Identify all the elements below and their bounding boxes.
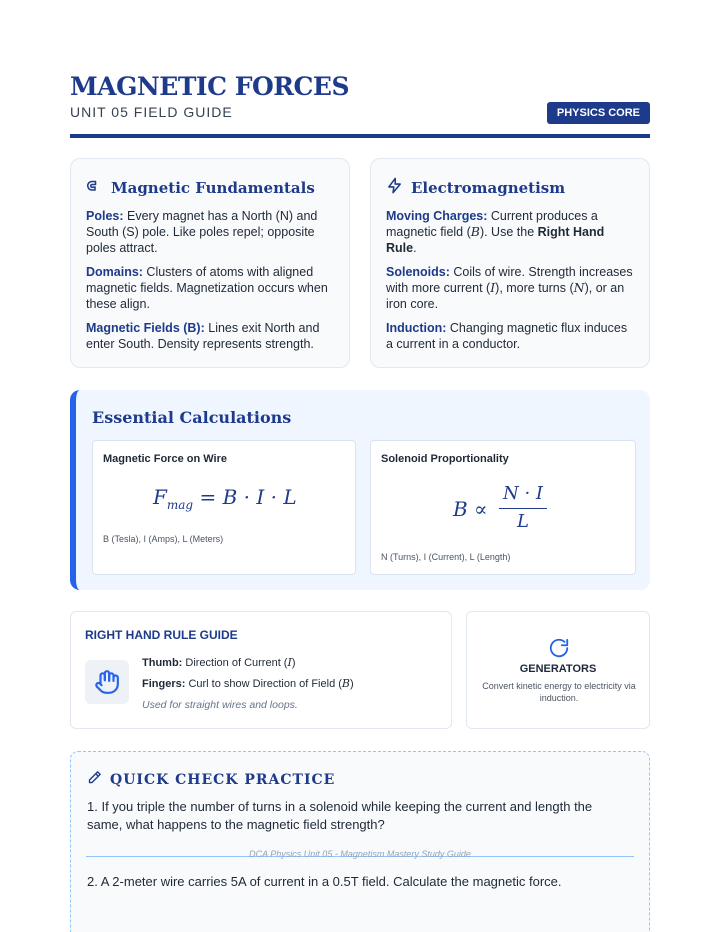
fields-text: Magnetic Fields (B): Lines exit North and enter South. Density represents strength. — [86, 321, 320, 351]
generators-card — [466, 611, 650, 729]
pencil-icon — [87, 770, 102, 789]
page-title: MAGNETIC FORCES — [70, 72, 350, 101]
force-units-note: B (Tesla), I (Amps), L (Meters) — [103, 534, 224, 544]
generators-desc: Convert kinetic energy to electricity via induction. — [482, 681, 636, 703]
magnet-icon — [86, 177, 103, 198]
lightning-icon — [386, 177, 403, 198]
domains-text: Domains: Clusters of atoms with aligned magnetic fields. Magnetization occurs when these align. — [86, 265, 328, 311]
physics-core-badge: PHYSICS CORE — [547, 102, 650, 124]
electromagnetism-heading — [386, 177, 634, 198]
refresh-icon — [548, 637, 570, 664]
force-formula-box — [92, 440, 356, 575]
essential-calculations — [70, 390, 650, 590]
solenoid-formula-label: Solenoid Proportionality — [381, 453, 509, 465]
page-footer: DCA Physics Unit 05 - Magnetism Mastery Study Guide — [249, 849, 471, 859]
solenoids-text: Solenoids: Coils of wire. Strength increases with more current (I), more turns (N), or an iron core. — [386, 265, 633, 311]
fundamentals-title: Magnetic Fundamentals — [111, 178, 315, 197]
quick-check-practice — [70, 751, 650, 932]
force-formula: $F_{mag} = B \cdot I \cdot L$ — [153, 485, 297, 512]
page-header — [70, 72, 650, 138]
practice-heading: QUICK CHECK PRACTICE — [87, 770, 335, 789]
electromagnetism-title: Electromagnetism — [411, 178, 566, 197]
fundamentals-heading — [86, 177, 334, 198]
practice-question-2: 2. A 2-meter wire carries 5A of current in a 0.5T field. Calculate the magnetic force. — [87, 874, 562, 889]
generators-title: GENERATORS — [519, 663, 597, 675]
induction-text: Induction: Changing magnetic flux induces a current in a conductor. — [386, 321, 628, 351]
fundamentals-card — [70, 158, 350, 368]
hand-icon — [85, 660, 129, 704]
electromagnetism-card — [370, 158, 650, 368]
solenoid-formula-box — [370, 440, 636, 575]
rhr-heading: RIGHT HAND RULE GUIDE — [85, 628, 238, 642]
solenoid-units-note: N (Turns), I (Current), L (Length) — [381, 552, 511, 562]
moving-charges-text: Moving Charges: Current produces a magnetic field (B). Use the Right Hand Rule. — [386, 209, 605, 255]
page-subtitle: UNIT 05 FIELD GUIDE — [70, 104, 233, 120]
fingers-text: Fingers: Curl to show Direction of Field (B) — [142, 677, 354, 690]
rhr-hint: Used for straight wires and loops. — [142, 699, 298, 711]
solenoid-formula: B ∝ N · I L — [453, 483, 553, 533]
practice-question-1: 1. If you triple the number of turns in a solenoid while keeping the current and length the same, what happens to the magnetic field strength? — [87, 799, 593, 832]
right-hand-rule-card — [70, 611, 452, 729]
poles-text: Poles: Every magnet has a North (N) and South (S) pole. Like poles repel; opposite poles attract. — [86, 209, 318, 255]
calculations-heading: Essential Calculations — [92, 408, 292, 427]
thumb-text: Thumb: Direction of Current (I) — [142, 656, 296, 669]
force-formula-label: Magnetic Force on Wire — [103, 453, 227, 465]
